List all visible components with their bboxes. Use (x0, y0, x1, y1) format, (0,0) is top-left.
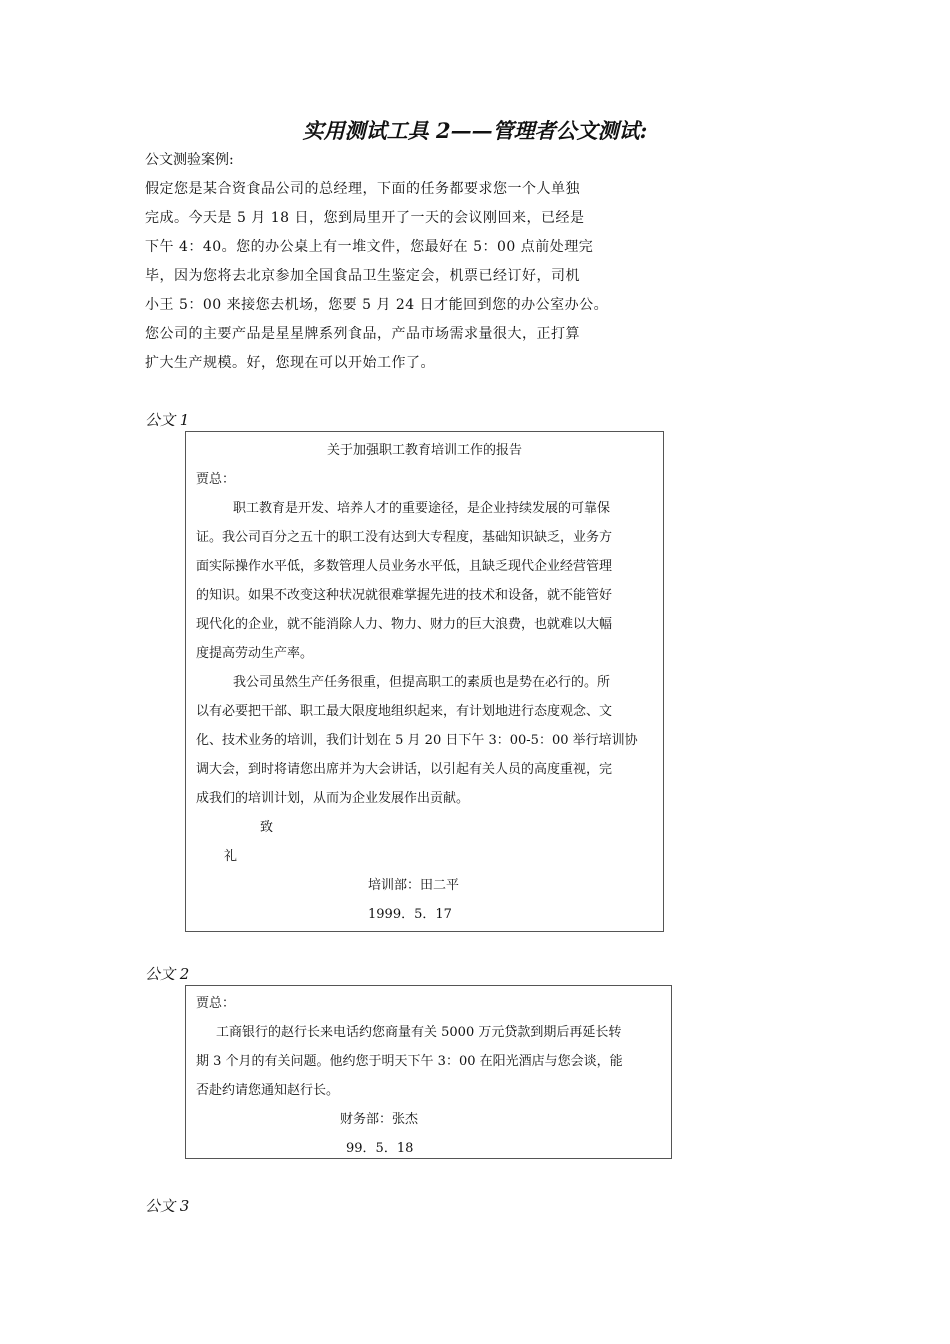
intro-line: 假定您是某合资食品公司的总经理，下面的任务都要求您一个人单独 (145, 181, 580, 197)
doc1-para2-line: 化、技术业务的培训，我们计划在 5 月 20 日下午 3：00-5：00 举行培训协 (196, 733, 638, 748)
doc1-para1-line: 现代化的企业，就不能消除人力、物力、财力的巨大浪费，也就难以大幅 (196, 617, 613, 632)
document-title: 实用测试工具 2——管理者公文测试: (302, 118, 648, 143)
doc1-greeting-zhi: 致 (260, 820, 274, 835)
intro-line: 您公司的主要产品是星星牌系列食品，产品市场需求量很大，正打算 (145, 326, 580, 342)
doc1-para2-line: 以有必要把干部、职工最大限度地组织起来，有计划地进行态度观念、文 (196, 704, 613, 719)
doc1-para1-line: 的知识。如果不改变这种状况就很难掌握先进的技术和设备，就不能管好 (196, 588, 613, 603)
doc1-para2-line: 成我们的培训计划，从而为企业发展作出贡献。 (196, 791, 470, 806)
doc2-body-line: 工商银行的赵行长来电话约您商量有关 5000 万元贷款到期后再延长转 (216, 1025, 622, 1040)
doc1-para1-line: 职工教育是开发、培养人才的重要途径，是企业持续发展的可靠保 (233, 501, 611, 516)
case-subtitle: 公文测验案例: (145, 152, 234, 168)
doc1-para1-line: 度提高劳动生产率。 (196, 646, 314, 661)
doc1-greeting-li: 礼 (224, 849, 238, 864)
intro-line: 小王 5：00 来接您去机场，您要 5 月 24 日才能回到您的办公室办公。 (145, 297, 609, 313)
doc2-salutation: 贾总： (196, 996, 236, 1011)
doc1-para1-line: 证。我公司百分之五十的职工没有达到大专程度，基础知识缺乏，业务方 (196, 530, 613, 545)
doc1-salutation: 贾总： (196, 472, 236, 487)
doc1-signature: 培训部：田二平 (368, 878, 460, 893)
doc1-heading: 关于加强职工教育培训工作的报告 (326, 443, 522, 458)
doc1-para2-line: 调大会，到时将请您出席并为大会讲话，以引起有关人员的高度重视，完 (196, 762, 613, 777)
intro-line: 扩大生产规模。好，您现在可以开始工作了。 (145, 355, 435, 371)
doc2-signature: 财务部：张杰 (340, 1112, 419, 1127)
intro-paragraph (145, 175, 665, 378)
doc1-label: 公文 1 (145, 411, 190, 429)
doc2-box (185, 985, 672, 1159)
doc1-para1-line: 面实际操作水平低，多数管理人员业务水平低，且缺乏现代企业经营管理 (196, 559, 613, 574)
intro-line: 下午 4：40。您的办公桌上有一堆文件，您最好在 5：00 点前处理完 (145, 239, 594, 255)
doc2-label: 公文 2 (145, 965, 190, 983)
intro-line: 毕，因为您将去北京参加全国食品卫生鉴定会，机票已经订好，司机 (145, 268, 580, 284)
doc2-date: 99．5．18 (346, 1141, 414, 1156)
intro-line: 完成。今天是 5 月 18 日，您到局里开了一天的会议刚回来，已经是 (145, 210, 585, 226)
doc2-body-line: 否赴约请您通知赵行长。 (196, 1083, 340, 1098)
doc3-label: 公文 3 (145, 1197, 190, 1215)
doc1-date: 1999．5．17 (368, 907, 452, 922)
doc1-box (185, 431, 664, 932)
doc1-para2-line: 我公司虽然生产任务很重，但提高职工的素质也是势在必行的。所 (233, 675, 611, 690)
doc2-body-line: 期 3 个月的有关问题。他约您于明天下午 3：00 在阳光酒店与您会谈，能 (196, 1054, 623, 1069)
